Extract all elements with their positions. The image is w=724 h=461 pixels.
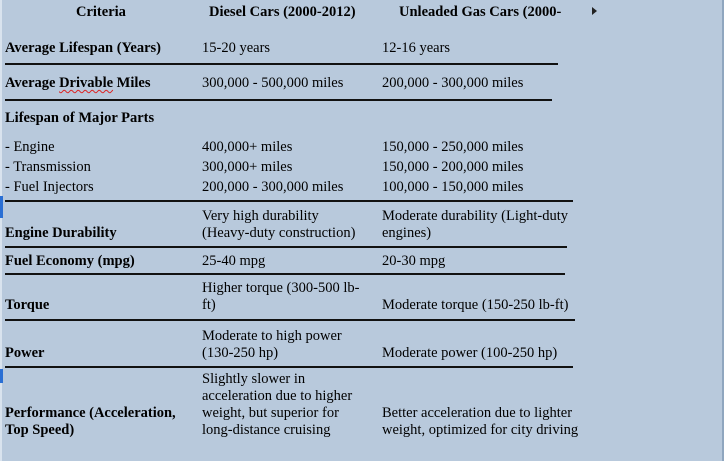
row-label-transmission: - Transmission: [5, 159, 91, 175]
cell-diesel-torque-1: Higher torque (300-500 lb-: [202, 280, 360, 296]
cell-gas-injectors: 100,000 - 150,000 miles: [382, 179, 524, 195]
cell-diesel-power-1: Moderate to high power: [202, 328, 342, 344]
row-label-torque: Torque: [5, 297, 50, 313]
row-divider: [5, 200, 573, 202]
cell-diesel-performance-1: Slightly slower in: [202, 371, 306, 387]
cell-gas-economy: 20-30 mpg: [382, 253, 446, 269]
label-part: Average: [5, 75, 60, 91]
cell-diesel-performance-2: acceleration due to higher: [202, 388, 353, 404]
cell-diesel-economy: 25-40 mpg: [202, 253, 266, 269]
expand-arrow-icon[interactable]: [592, 7, 597, 15]
left-margin-marker: [0, 196, 3, 218]
cell-diesel-durability-2: (Heavy-duty construction): [202, 225, 356, 241]
row-label-engine: - Engine: [5, 139, 55, 155]
header-gas: Unleaded Gas Cars (2000-: [399, 4, 562, 20]
cell-diesel-engine: 400,000+ miles: [202, 139, 293, 155]
cell-gas-lifespan: 12-16 years: [382, 40, 451, 56]
spellcheck-word: Drivable: [59, 75, 114, 91]
row-label-performance-2: Top Speed): [5, 422, 75, 438]
row-divider: [5, 63, 558, 65]
cell-diesel-performance-4: long-distance cruising: [202, 422, 331, 438]
row-divider: [5, 273, 565, 275]
row-label-lifespan: Average Lifespan (Years): [5, 40, 161, 56]
cell-gas-durability-1: Moderate durability (Light-duty: [382, 208, 569, 224]
cell-gas-torque: Moderate torque (150-250 lb-ft): [382, 297, 569, 313]
cell-diesel-performance-3: weight, but superior for: [202, 405, 339, 421]
cell-gas-performance-2: weight, optimized for city driving: [382, 422, 579, 438]
cell-gas-transmission: 150,000 - 200,000 miles: [382, 159, 524, 175]
cell-diesel-durability-1: Very high durability: [202, 208, 319, 224]
row-divider: [5, 366, 573, 368]
cell-diesel-power-2: (130-250 hp): [202, 345, 279, 361]
cell-gas-durability-2: engines): [382, 225, 432, 241]
row-label-power: Power: [5, 345, 45, 361]
row-divider: [5, 246, 567, 248]
cell-diesel-transmission: 300,000+ miles: [202, 159, 293, 175]
header-diesel: Diesel Cars (2000-2012): [209, 4, 356, 20]
cell-diesel-lifespan: 15-20 years: [202, 40, 271, 56]
cell-diesel-torque-2: ft): [202, 297, 216, 313]
label-part: Miles: [113, 75, 151, 91]
row-label-miles: [5, 74, 151, 92]
row-label-performance-1: Performance (Acceleration,: [5, 405, 176, 421]
row-label-injectors: - Fuel Injectors: [5, 179, 94, 195]
cell-gas-performance-1: Better acceleration due to lighter: [382, 405, 573, 421]
left-margin-marker: [0, 369, 3, 383]
row-label-durability: Engine Durability: [5, 225, 117, 241]
cell-diesel-miles: 300,000 - 500,000 miles: [202, 75, 344, 91]
row-divider: [5, 319, 575, 321]
cell-gas-miles: 200,000 - 300,000 miles: [382, 75, 524, 91]
cell-gas-power: Moderate power (100-250 hp): [382, 345, 558, 361]
row-divider: [5, 99, 552, 101]
header-criteria: Criteria: [76, 4, 126, 20]
row-label-economy: Fuel Economy (mpg): [5, 253, 135, 269]
left-edge: [0, 0, 2, 461]
cell-diesel-injectors: 200,000 - 300,000 miles: [202, 179, 344, 195]
row-label-parts: Lifespan of Major Parts: [5, 110, 155, 126]
cell-gas-engine: 150,000 - 250,000 miles: [382, 139, 524, 155]
